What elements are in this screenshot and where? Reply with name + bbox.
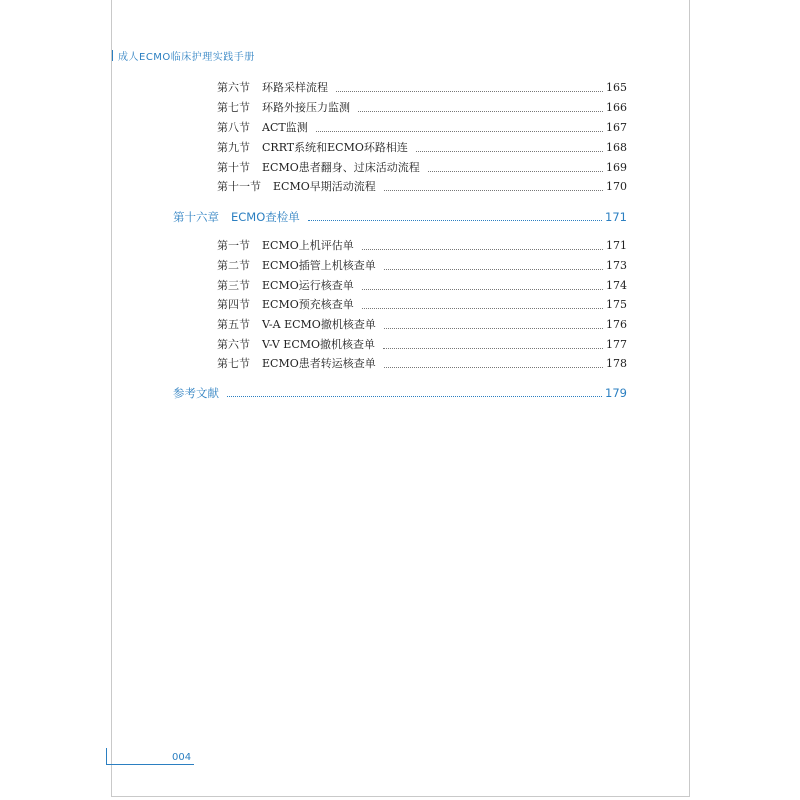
page-number: 173	[606, 259, 627, 272]
section-number: 第六节	[217, 338, 250, 351]
section-number: 第四节	[217, 298, 250, 311]
page-number: 169	[606, 161, 627, 174]
toc-entry[interactable]	[217, 121, 627, 135]
section-title: ECMO运行核查单	[262, 279, 354, 292]
dot-leader	[316, 131, 603, 132]
toc-entry[interactable]	[217, 298, 627, 312]
toc-entry[interactable]	[217, 180, 627, 194]
dot-leader	[336, 91, 603, 92]
section-title: V-A ECMO撤机核查单	[262, 318, 376, 331]
folio-number: 004	[172, 752, 192, 763]
page-number: 179	[605, 386, 627, 400]
page-number: 166	[606, 101, 627, 114]
toc-entry[interactable]	[217, 101, 627, 115]
section-number: 第七节	[217, 101, 250, 114]
toc-entry[interactable]	[217, 161, 627, 175]
page-number: 170	[606, 180, 627, 193]
book-page	[111, 0, 690, 797]
toc-entry[interactable]	[217, 279, 627, 293]
dot-leader	[362, 308, 603, 309]
references-title: 参考文献	[173, 386, 219, 400]
section-title: ECMO插管上机核查单	[262, 259, 376, 272]
page-number: 175	[606, 298, 627, 311]
running-head	[112, 48, 255, 62]
section-title: 环路采样流程	[262, 81, 328, 94]
section-title: ECMO患者转运核查单	[262, 357, 376, 370]
dot-leader	[384, 190, 603, 191]
toc-entry[interactable]	[217, 357, 627, 371]
section-title: ECMO患者翻身、过床活动流程	[262, 161, 420, 174]
dot-leader	[308, 220, 602, 221]
page-number: 167	[606, 121, 627, 134]
chapter-title: ECMO查检单	[231, 210, 300, 224]
page-number: 178	[606, 357, 627, 370]
section-number: 第六节	[217, 81, 250, 94]
toc-entry[interactable]	[217, 239, 627, 253]
page-number: 174	[606, 279, 627, 292]
page-number: 171	[606, 239, 627, 252]
page-number: 177	[606, 338, 627, 351]
section-number: 第三节	[217, 279, 250, 292]
toc-chapter-entry[interactable]	[173, 210, 627, 224]
dot-leader	[384, 367, 603, 368]
page-number: 165	[606, 81, 627, 94]
page-number: 168	[606, 141, 627, 154]
section-title: 环路外接压力监测	[262, 101, 350, 114]
dot-leader	[384, 269, 603, 270]
section-number: 第九节	[217, 141, 250, 154]
section-number: 第十节	[217, 161, 250, 174]
toc-references-entry[interactable]	[173, 386, 627, 400]
dot-leader	[358, 111, 603, 112]
page-number: 171	[605, 210, 627, 224]
toc-entry[interactable]	[217, 338, 627, 352]
dot-leader	[428, 171, 603, 172]
chapter-number: 第十六章	[173, 210, 219, 224]
dot-leader	[416, 151, 603, 152]
section-title: CRRT系统和ECMO环路相连	[262, 141, 408, 154]
toc-entry[interactable]	[217, 81, 627, 95]
dot-leader	[362, 249, 603, 250]
section-number: 第十一节	[217, 180, 261, 193]
folio-tick	[106, 748, 107, 765]
dot-leader	[383, 348, 603, 349]
section-number: 第七节	[217, 357, 250, 370]
toc-entry[interactable]	[217, 141, 627, 155]
running-head-bar	[112, 50, 113, 61]
section-number: 第五节	[217, 318, 250, 331]
section-number: 第一节	[217, 239, 250, 252]
dot-leader	[227, 396, 602, 397]
section-title: ECMO预充核查单	[262, 298, 354, 311]
dot-leader	[362, 289, 603, 290]
dot-leader	[384, 328, 603, 329]
page-number: 176	[606, 318, 627, 331]
section-number: 第二节	[217, 259, 250, 272]
section-title: ACT监测	[262, 121, 308, 134]
running-title: 成人ECMO临床护理实践手册	[118, 51, 255, 63]
section-title: ECMO上机评估单	[262, 239, 354, 252]
toc-entry[interactable]	[217, 318, 627, 332]
toc-entry[interactable]	[217, 259, 627, 273]
section-number: 第八节	[217, 121, 250, 134]
section-title: V-V ECMO撤机核查单	[262, 338, 376, 351]
folio-rule	[106, 764, 194, 765]
section-title: ECMO早期活动流程	[273, 180, 376, 193]
